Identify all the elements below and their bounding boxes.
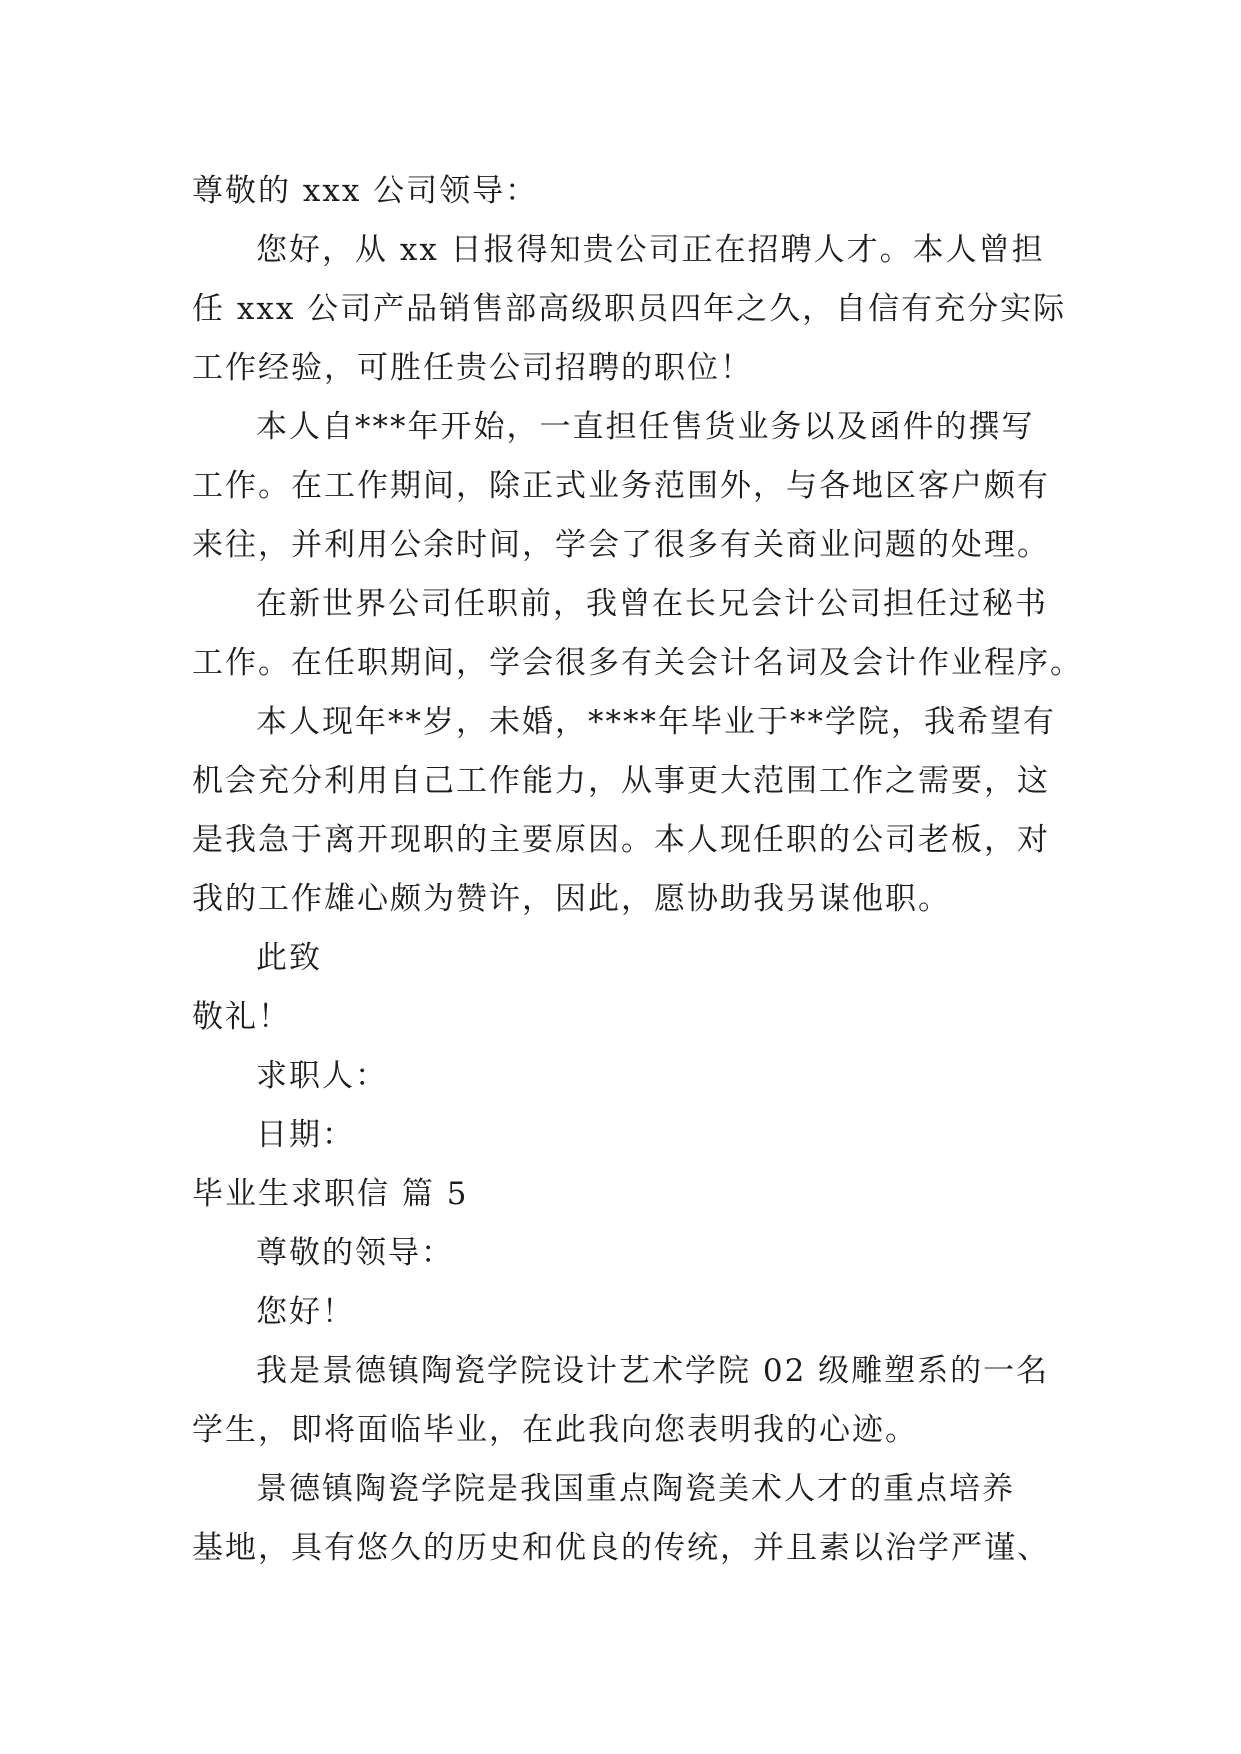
salutation-text: 尊敬的领导： — [256, 1235, 454, 1271]
paragraph-line: 工作经验，可胜任贵公司招聘的职位！ — [192, 350, 753, 386]
paragraph-line: 是我急于离开现职的主要原因。本人现任职的公司老板，对 — [192, 822, 1050, 858]
paragraph-line: 基地，具有悠久的历史和优良的传统，并且素以治学严谨、 — [192, 1530, 1050, 1566]
date-line — [192, 1106, 1062, 1165]
paragraph-1 — [192, 221, 1067, 398]
paragraph-6 — [192, 1460, 1062, 1578]
paragraph-line: 工作。在工作期间，除正式业务范围外，与各地区客户颇有 — [192, 468, 1050, 504]
paragraph-line: 本人自***年开始，一直担任售货业务以及函件的撰写 — [256, 409, 1035, 445]
paragraph-line: 机会充分利用自己工作能力，从事更大范围工作之需要，这 — [192, 763, 1050, 799]
regards-text: 敬礼！ — [192, 999, 291, 1035]
paragraph-line: 任 xxx 公司产品销售部高级职员四年之久，自信有充分实际 — [192, 291, 1067, 327]
paragraph-line: 本人现年**岁，未婚，****年毕业于**学院，我希望有 — [256, 704, 1056, 740]
greeting-line — [192, 1283, 1062, 1342]
salutation-2 — [192, 1224, 1062, 1283]
paragraph-line: 来往，并利用公余时间，学会了很多有关商业问题的处理。 — [192, 527, 1050, 563]
section-title — [192, 1165, 1062, 1224]
paragraph-line: 您好，从 xx 日报得知贵公司正在招聘人才。本人曾担 — [256, 232, 1045, 268]
paragraph-5 — [192, 1342, 1062, 1460]
section-title-text: 毕业生求职信 篇 5 — [192, 1176, 469, 1212]
paragraph-line: 工作。在任职期间，学会很多有关会计名词及会计作业程序。 — [192, 645, 1083, 681]
paragraph-3 — [192, 575, 1083, 693]
applicant-line — [192, 1047, 1062, 1106]
paragraph-line: 景德镇陶瓷学院是我国重点陶瓷美术人才的重点培养 — [256, 1471, 1015, 1507]
date-label: 日期： — [256, 1117, 355, 1153]
closing-text: 此致 — [256, 940, 322, 976]
paragraph-line: 我的工作雄心颇为赞许，因此，愿协助我另谋他职。 — [192, 881, 951, 917]
salutation-1 — [192, 162, 1062, 221]
paragraph-2 — [192, 398, 1062, 575]
paragraph-line: 学生，即将面临毕业，在此我向您表明我的心迹。 — [192, 1412, 918, 1448]
paragraph-line: 在新世界公司任职前，我曾在长兄会计公司担任过秘书 — [256, 586, 1048, 622]
document-body — [192, 162, 1083, 1578]
paragraph-line: 我是景德镇陶瓷学院设计艺术学院 02 级雕塑系的一名 — [256, 1353, 1050, 1389]
salutation-text: 尊敬的 xxx 公司领导： — [192, 173, 539, 209]
applicant-label: 求职人： — [256, 1058, 388, 1094]
greeting-text: 您好！ — [256, 1294, 355, 1330]
regards-line — [192, 988, 1062, 1047]
closing-line — [192, 929, 1062, 988]
paragraph-4 — [192, 693, 1062, 929]
